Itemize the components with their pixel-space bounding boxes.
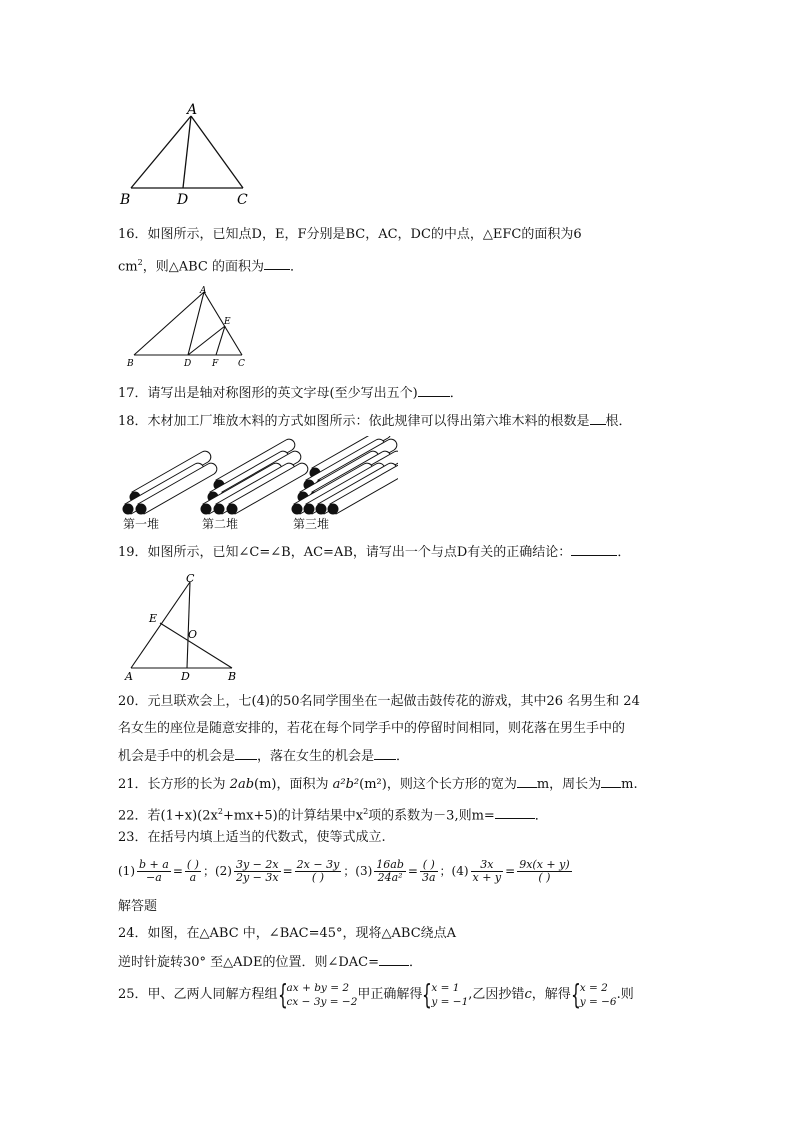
q21-blank-perimeter[interactable] [601, 775, 621, 788]
q19-label-b: B [228, 670, 237, 682]
q23-frac-6[interactable]: $\frac{( )}{3a}$ [421, 858, 436, 884]
q20-blank-girls[interactable] [374, 747, 396, 760]
q17-question: 17．请写出是轴对称图形的英文字母(至少写出五个) [118, 386, 418, 401]
label-c: C [237, 192, 248, 208]
q17-answer-blank[interactable] [418, 384, 450, 397]
q18-log-piles-figure [118, 436, 398, 534]
q20-line2: 名女生的座位是随意安排的，若花在每个同学手中的停留时间相同，则花落在男生手中的 [118, 721, 626, 736]
q20-part2: ，落在女生的机会是 [257, 749, 375, 764]
q20-line3 [118, 747, 409, 766]
pile-3 [292, 436, 399, 515]
q19-figure [120, 570, 250, 682]
q20-part1: 机会是手中的机会是 [118, 749, 236, 764]
q22-part-b: +mx+5)的计算结果中x [222, 808, 364, 824]
label-a: A [187, 102, 198, 118]
q19-label-o: O [188, 628, 198, 641]
q23-frac-2[interactable]: $\frac{( )}{a}$ [186, 858, 199, 884]
q21-blank-width[interactable] [517, 775, 537, 788]
q20-line1: 20．元旦联欢会上，七(4)的50名同学围坐在一起做击鼓传花的游戏，其中26 名男生和 24 [118, 694, 640, 709]
q18-answer-blank[interactable] [590, 412, 606, 425]
q16-label-b: B [127, 359, 134, 369]
q22-part-c: 项的系数为－3,则m= [368, 808, 495, 824]
q24-line2 [118, 953, 422, 972]
q21-line [118, 775, 638, 794]
pile-2 [201, 439, 308, 514]
q21-part-a: 21．长方形的长为 [118, 777, 230, 792]
q23-frac-5: $\frac{16ab}{\text{24a²}}$ [376, 858, 404, 884]
q23-equations: (1) $\frac{b + a}{-a}$ = $\frac{( )}{a}$ ；(2) $\frac{3y - 2x}{2y - 3x}$ = $\frac{2x - 3y}{( )}$ ；(3) $\frac{16ab}{\text{24a²}}$ = $\frac{( )}{3a}$ ；(4) $\frac{3x}{x + y}$ = $\frac{9x(x + y)}{( )}$ [118, 858, 570, 884]
q21-part-f: m，周长为 [536, 777, 602, 792]
q25-part-b: 甲正确解得 [357, 987, 423, 1002]
q22-end: ． [534, 808, 548, 824]
q19-label-a: A [125, 670, 133, 682]
q16-label-f: F [212, 359, 219, 369]
q20-end: ． [396, 749, 410, 764]
q21-area: a²b² [332, 777, 360, 792]
side-ab [131, 116, 191, 188]
label-b: B [120, 192, 131, 208]
q22-part-a: 22．若(1+x)(2x [118, 808, 218, 824]
q25-part-d: ，解得 [531, 987, 571, 1002]
section-heading: 解答题 [118, 899, 158, 914]
q25-system: { ax + by = 2 cx − 3y = −2 [277, 977, 358, 1011]
q25-var-c: c [524, 987, 532, 1002]
q24-question: 逆时针旋转30° 至△ADE的位置．则∠DAC= [118, 955, 380, 970]
q23-part4-label: ；(4) [439, 864, 469, 878]
pile-caption-2: 第二堆 [202, 517, 239, 531]
q25-part-a: 25．甲、乙两人同解方程组 [118, 987, 278, 1002]
q18-line [118, 412, 632, 431]
q16-label-e: E [224, 317, 231, 327]
q16-question: ，则△ABC 的面积为 [142, 259, 264, 275]
q24-answer-blank[interactable] [379, 953, 409, 966]
q19-line [118, 543, 630, 562]
q16-unit-sup: 2 [137, 258, 143, 267]
q25-part-e: .则 [616, 987, 634, 1002]
q17-end: ． [449, 386, 463, 401]
q22-sup: 2 [217, 807, 223, 816]
q20-blank-boys[interactable] [235, 747, 257, 760]
q22-sup2: 2 [363, 807, 369, 816]
q23-line: 23．在括号内填上适当的代数式，使等式成立. [118, 830, 386, 845]
q16-end: ． [289, 259, 303, 275]
q23-frac-4[interactable]: $\frac{2x - 3y}{( )}$ [296, 858, 340, 884]
q25-solution-yi: { x = 2 y = −6 [570, 977, 617, 1011]
segment-ad [183, 116, 191, 188]
q21-part-e: (m²)，则这个长方形的宽为 [359, 777, 517, 792]
q19-label-e: E [149, 612, 158, 625]
q23-frac-8[interactable]: $\frac{9x(x + y)}{( )}$ [519, 858, 570, 884]
q25-solution-jia: { x = 1 y = −1 [422, 977, 469, 1011]
q16-label-a: A [200, 286, 207, 296]
q22-answer-blank[interactable] [495, 806, 535, 819]
q22-line [118, 803, 548, 825]
q16-line2 [118, 254, 303, 276]
q19-answer-blank[interactable] [571, 543, 617, 556]
q19-end: ． [617, 545, 631, 560]
q23-frac-3: $\frac{3y - 2x}{2y - 3x}$ [235, 858, 279, 884]
q24-end: ． [409, 955, 423, 970]
side-ac [191, 116, 243, 188]
q23-part1-label: (1) [118, 864, 135, 878]
q21-length: 2ab [229, 777, 255, 792]
q21-part-c: (m)，面积为 [254, 777, 333, 792]
q16-unit: cm [118, 259, 138, 275]
q23-part2-label: ；(2) [202, 864, 232, 878]
q19-label-c: C [186, 572, 195, 585]
q21-part-g: m. [621, 777, 638, 792]
q16-figure [124, 284, 254, 370]
q19-label-d: D [181, 670, 190, 682]
q17-line [118, 384, 463, 403]
q19-question: 19．如图所示，已知∠C=∠B，AC=AB，请写出一个与点D有关的正确结论： [118, 545, 572, 560]
pile-caption-3: 第三堆 [293, 517, 330, 531]
q16-line1: 16．如图所示，已知点D，E，F分别是BC，AC，DC的中点，△EFC的面积为6 [118, 227, 582, 242]
q25-part-c: ,乙因抄错 [468, 987, 525, 1002]
q25-line [118, 978, 634, 1012]
q16-label-c: C [238, 359, 245, 369]
q16-label-d: D [184, 359, 192, 369]
q18-question: 18．木材加工厂堆放木料的方式如图所示：依此规律可以得出第六堆木料的根数是 [118, 414, 590, 429]
q16-answer-blank[interactable] [264, 257, 290, 270]
triangle-abc-figure [115, 102, 255, 210]
q24-line1: 24．如图，在△ABC 中，∠BAC=45°，现将△ABC绕点A [118, 926, 457, 941]
pile-caption-1: 第一堆 [123, 517, 160, 531]
label-d: D [177, 192, 189, 208]
q23-frac-1: $\frac{b + a}{-a}$ [139, 858, 169, 884]
q23-part3-label: ；(3) [343, 864, 373, 878]
q18-end: 根． [605, 414, 632, 429]
q23-frac-7: $\frac{3x}{x + y}$ [472, 858, 502, 884]
